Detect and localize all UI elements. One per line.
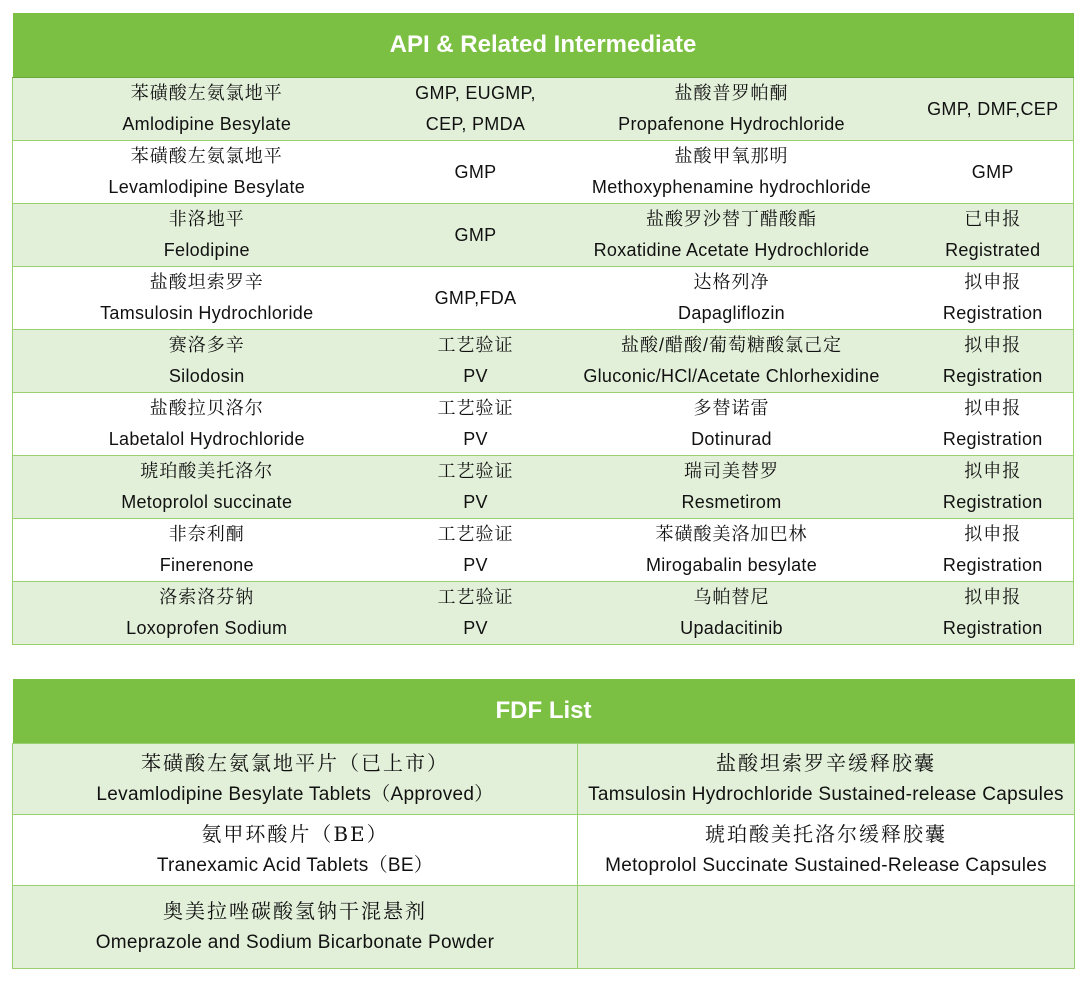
api-product-cell [551,393,913,456]
product-name-en: Dotinurad [691,429,772,449]
product-name-en: Gluconic/HCl/Acetate Chlorhexidine [583,366,880,386]
product-name-en: Loxoprofen Sodium [126,618,288,638]
api-product-cell [13,456,401,519]
status-text: 工艺验证 [437,524,514,544]
product-name-zh: 盐酸/醋酸/葡萄糖酸氯己定 [620,335,842,355]
status-text: 工艺验证 [437,335,514,355]
status-text: PV [463,492,488,512]
api-row [13,267,1074,330]
product-name-zh: 苯磺酸左氨氯地平 [130,83,283,103]
product-name-zh: 琥珀酸美托洛尔 [140,461,274,481]
api-product-cell [551,582,913,645]
product-name-en: Amlodipine Besylate [122,114,292,134]
status-text: Registration [942,555,1043,575]
fdf-table-title: FDF List [13,679,1075,744]
api-row [13,582,1074,645]
product-name-zh: 赛洛多辛 [168,335,245,355]
api-status-cell [401,204,551,267]
product-name-zh: 盐酸坦索罗辛缓释胶囊 [716,751,936,775]
product-name-en: Dapagliflozin [678,303,785,323]
api-product-cell [13,141,401,204]
api-row [13,519,1074,582]
api-product-cell [551,78,913,141]
product-name-en: Tranexamic Acid Tablets（BE） [156,855,434,876]
product-name-en: Mirogabalin besylate [645,555,818,575]
api-row [13,393,1074,456]
api-status-cell [913,267,1074,330]
status-text: 拟申报 [964,272,1022,292]
api-table-title: API & Related Intermediate [13,13,1074,78]
fdf-product-cell [578,744,1075,815]
status-text: GMP [454,161,497,182]
api-status-cell [913,582,1074,645]
product-name-en: Roxatidine Acetate Hydrochloride [593,240,870,260]
status-text: 工艺验证 [437,398,514,418]
status-text: 拟申报 [964,524,1022,544]
product-name-zh: 苯磺酸左氨氯地平 [130,146,283,166]
api-status-cell [401,456,551,519]
status-text: GMP, EUGMP, [415,83,536,103]
api-status-cell [913,141,1074,204]
status-text: GMP [971,161,1014,182]
status-text: PV [463,366,488,386]
product-name-zh: 盐酸罗沙替丁醋酸酯 [646,209,817,229]
status-text: Registration [942,429,1043,449]
product-name-en: Labetalol Hydrochloride [108,429,305,449]
status-text: 拟申报 [964,335,1022,355]
product-name-en: Tamsulosin Hydrochloride [100,303,314,323]
product-name-zh: 苯磺酸美洛加巴林 [655,524,808,544]
product-name-en: Resmetirom [681,492,782,512]
product-name-zh: 达格列净 [693,272,770,292]
fdf-product-cell [13,886,578,969]
product-name-zh: 非洛地平 [168,209,245,229]
api-status-cell [401,141,551,204]
product-name-en: Tamsulosin Hydrochloride Sustained-release Capsules [588,784,1064,805]
product-name-zh: 多替诺雷 [693,398,770,418]
api-status-cell [913,204,1074,267]
api-product-cell [551,330,913,393]
status-text: PV [463,618,488,638]
api-row [13,78,1074,141]
product-name-en: Silodosin [168,366,245,386]
api-status-cell [401,330,551,393]
product-name-zh: 盐酸普罗帕酮 [674,83,789,103]
fdf-table [12,679,1075,969]
api-status-cell [913,330,1074,393]
fdf-product-cell [578,886,1075,969]
api-status-cell [913,78,1074,141]
api-product-cell [13,330,401,393]
product-name-en: Felodipine [163,240,250,260]
status-text: 已申报 [964,209,1022,229]
product-name-en: Omeprazole and Sodium Bicarbonate Powder [95,932,495,953]
api-product-cell [13,267,401,330]
product-name-zh: 非奈利酮 [168,524,245,544]
api-row [13,141,1074,204]
product-name-zh: 盐酸坦索罗辛 [149,272,264,292]
api-product-cell [551,456,913,519]
product-name-en: Propafenone Hydrochloride [618,114,845,134]
api-product-cell [13,204,401,267]
status-text: CEP, PMDA [425,114,526,134]
api-status-cell [401,267,551,330]
status-text: 拟申报 [964,461,1022,481]
product-name-zh: 琥珀酸美托洛尔缓释胶囊 [705,822,947,846]
status-text: Registration [942,618,1043,638]
status-text: 拟申报 [964,587,1022,607]
product-name-zh: 苯磺酸左氨氯地平片（已上市） [141,751,449,775]
api-table [12,13,1074,645]
api-product-cell [13,393,401,456]
api-status-cell [401,78,551,141]
api-status-cell [401,519,551,582]
product-name-en: Finerenone [159,555,254,575]
status-text: PV [463,429,488,449]
status-text: 工艺验证 [437,587,514,607]
api-product-cell [13,519,401,582]
api-status-cell [913,519,1074,582]
api-status-cell [401,582,551,645]
api-product-cell [13,582,401,645]
status-text: 拟申报 [964,398,1022,418]
product-name-en: Methoxyphenamine hydrochloride [591,177,872,197]
api-product-cell [551,519,913,582]
fdf-row [13,815,1075,886]
status-text: PV [463,555,488,575]
api-product-cell [551,267,913,330]
product-name-en: Upadacitinib [680,618,783,638]
api-status-cell [401,393,551,456]
product-name-zh: 瑞司美替罗 [684,461,779,481]
product-name-zh: 奥美拉唑碳酸氢钠干混悬剂 [163,899,427,923]
api-row [13,456,1074,519]
product-name-zh: 乌帕替尼 [693,587,770,607]
product-name-zh: 盐酸甲氧那明 [674,146,789,166]
fdf-product-cell [13,744,578,815]
api-row [13,330,1074,393]
product-name-zh: 洛索洛芬钠 [159,587,255,607]
fdf-row [13,886,1075,969]
status-text: GMP [454,224,497,245]
status-text: GMP, DMF,CEP [927,98,1059,119]
status-text: Registrated [945,240,1041,260]
status-text: 工艺验证 [437,461,514,481]
status-text: Registration [942,492,1043,512]
fdf-product-cell [578,815,1075,886]
status-text: Registration [942,303,1043,323]
api-product-cell [551,141,913,204]
product-name-zh: 盐酸拉贝洛尔 [149,398,264,418]
api-product-cell [13,78,401,141]
api-product-cell [551,204,913,267]
product-name-zh: 氨甲环酸片（BE） [201,822,389,846]
status-text: GMP,FDA [434,287,517,308]
api-status-cell [913,393,1074,456]
status-text: Registration [942,366,1043,386]
api-row [13,204,1074,267]
product-name-en: Metoprolol Succinate Sustained-Release Capsules [605,855,1047,876]
fdf-product-cell [13,815,578,886]
api-status-cell [913,456,1074,519]
product-name-en: Levamlodipine Besylate Tablets（Approved） [96,784,494,805]
product-name-en: Metoprolol succinate [121,492,293,512]
product-name-en: Levamlodipine Besylate [108,177,306,197]
fdf-row [13,744,1075,815]
